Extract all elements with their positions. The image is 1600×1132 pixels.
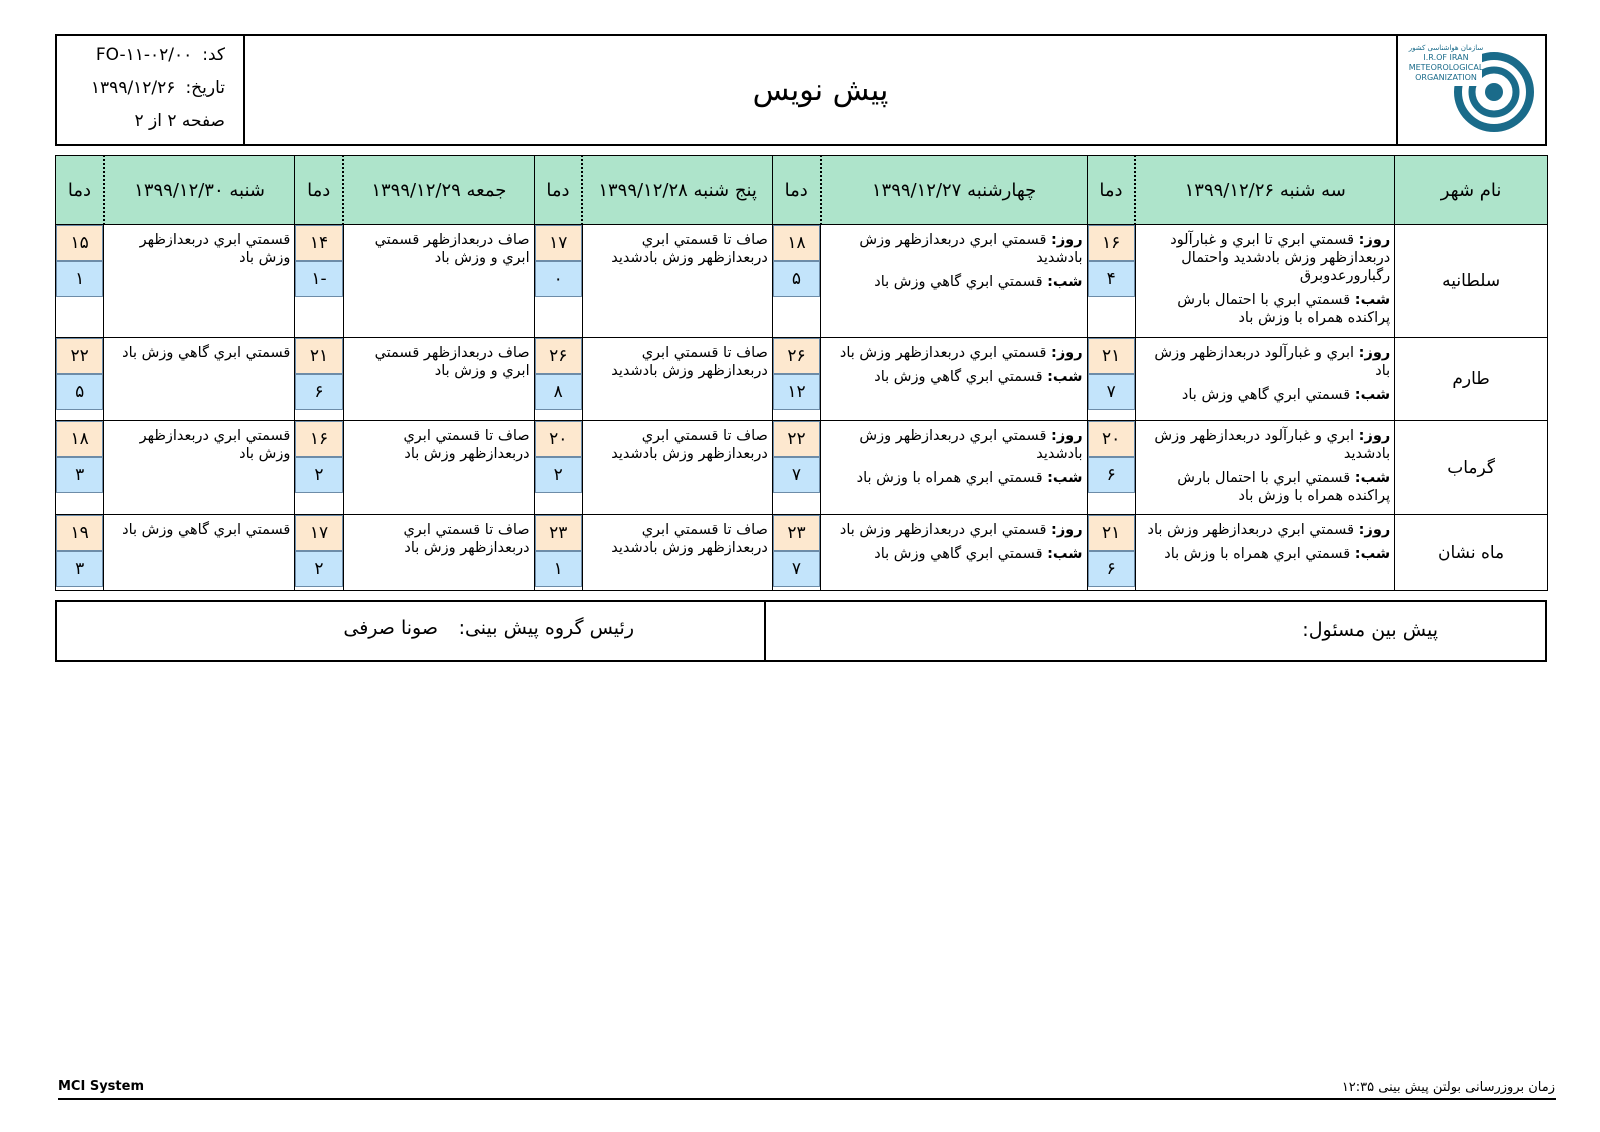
forecast-cell: صاف دربعدازظهر قسمتي ابري و وزش باد <box>343 225 534 338</box>
forecast-cell: قسمتي ابري دربعدازظهر وزش باد <box>104 421 295 515</box>
max-temp: ۱۸ <box>56 421 103 457</box>
forecast-cell: صاف تا قسمتي ابري دربعدازظهر وزش بادشديد <box>582 515 772 591</box>
temp-header: دما <box>295 156 343 225</box>
min-temp: ۸ <box>535 374 582 410</box>
night-label: شب: <box>1047 546 1083 562</box>
day-header: پنج شنبه ۱۳۹۹/۱۲/۲۸ <box>582 156 772 225</box>
forecast-table <box>55 155 1548 591</box>
day-header: شنبه ۱۳۹۹/۱۲/۳۰ <box>104 156 295 225</box>
code-value: FO-۱۱-۰۲/۰۰ <box>95 45 193 65</box>
night-forecast <box>1140 545 1390 563</box>
temp-cell <box>772 225 820 338</box>
min-temp: ۲ <box>295 551 342 587</box>
max-temp: ۲۳ <box>773 515 820 551</box>
temp-cell <box>295 225 343 338</box>
day-forecast-text: قسمتي ابري دربعدازظهر وزش باد <box>839 522 1047 538</box>
min-temp: ۲ <box>535 457 582 493</box>
day-label: روز: <box>1051 428 1083 444</box>
night-forecast <box>825 273 1082 291</box>
min-temp: ۵ <box>773 261 820 297</box>
min-temp: ۶ <box>295 374 342 410</box>
max-temp: ۲۰ <box>1088 421 1135 457</box>
temp-cell <box>534 421 582 515</box>
max-temp: ۱۹ <box>56 515 103 551</box>
forecast-cell <box>1135 421 1394 515</box>
min-temp: ۵ <box>56 374 103 410</box>
temp-cell <box>1087 338 1135 421</box>
forecast-cell: صاف تا قسمتي ابري دربعدازظهر وزش باد <box>343 515 534 591</box>
min-temp: ۷ <box>773 457 820 493</box>
chief-name: صونا صرفی <box>343 617 438 639</box>
temp-cell <box>772 421 820 515</box>
temp-cell <box>1087 515 1135 591</box>
min-temp: ۷ <box>1088 374 1135 410</box>
max-temp: ۲۱ <box>1088 515 1135 551</box>
night-label: شب: <box>1047 470 1083 486</box>
night-forecast <box>1140 469 1390 505</box>
day-header: چهارشنبه ۱۳۹۹/۱۲/۲۷ <box>821 156 1087 225</box>
logo-text-fa: سازمان هواشناسی کشور <box>1408 44 1484 52</box>
city-name: طارم <box>1395 338 1548 421</box>
night-forecast-text: قسمتي ابري گاهي وزش باد <box>874 546 1043 562</box>
temp-cell <box>772 515 820 591</box>
max-temp: ۱۵ <box>56 225 103 261</box>
temp-header: دما <box>772 156 820 225</box>
logo-box <box>1396 34 1547 146</box>
day-header: جمعه ۱۳۹۹/۱۲/۲۹ <box>343 156 534 225</box>
temp-cell <box>56 421 104 515</box>
night-forecast <box>1140 291 1390 327</box>
temp-cell <box>534 338 582 421</box>
meteorological-organization-logo <box>1398 34 1545 142</box>
day-label: روز: <box>1051 522 1083 538</box>
temp-cell <box>295 515 343 591</box>
system-label: MCI System <box>58 1079 144 1094</box>
temp-header: دما <box>56 156 104 225</box>
temp-cell <box>534 225 582 338</box>
day-forecast <box>825 427 1082 463</box>
date-label: تاریخ: <box>185 78 225 98</box>
max-temp: ۲۳ <box>535 515 582 551</box>
city-name: ماه نشان <box>1395 515 1548 591</box>
logo-text-line3: ORGANIZATION <box>1415 73 1477 82</box>
max-temp: ۱۸ <box>773 225 820 261</box>
temp-cell <box>56 338 104 421</box>
temp-cell <box>534 515 582 591</box>
temp-header: دما <box>534 156 582 225</box>
day-forecast-text: ابري و غبارآلود دربعدازظهر وزش باد <box>1154 345 1391 379</box>
max-temp: ۲۶ <box>535 338 582 374</box>
day-forecast-text: قسمتي ابري دربعدازظهر وزش باد <box>1147 522 1355 538</box>
night-label: شب: <box>1354 387 1391 403</box>
table-row <box>56 338 1548 421</box>
night-forecast-text: قسمتي ابري گاهي وزش باد <box>874 274 1043 290</box>
max-temp: ۲۲ <box>56 338 103 374</box>
day-label: روز: <box>1358 345 1391 361</box>
day-forecast-text: قسمتي ابري دربعدازظهر وزش باد <box>839 345 1047 361</box>
max-temp: ۱۷ <box>295 515 342 551</box>
min-temp: ۳ <box>56 551 103 587</box>
day-forecast-text: قسمتي ابري دربعدازظهر وزش بادشديد <box>859 428 1083 462</box>
day-forecast-text: ابري و غبارآلود دربعدازظهر وزش بادشديد <box>1154 428 1391 462</box>
logo-text-line1: I.R.OF IRAN <box>1423 53 1469 62</box>
forecast-cell <box>821 338 1087 421</box>
min-temp: ۱ <box>535 551 582 587</box>
signature-divider <box>764 600 766 662</box>
night-label: شب: <box>1047 274 1083 290</box>
chief-label: رئیس گروه پیش بینی: <box>458 617 634 639</box>
day-header: سه شنبه ۱۳۹۹/۱۲/۲۶ <box>1135 156 1394 225</box>
document-meta <box>55 34 245 146</box>
night-label: شب: <box>1047 369 1083 385</box>
max-temp: ۱۴ <box>295 225 342 261</box>
temp-cell <box>56 225 104 338</box>
max-temp: ۱۷ <box>535 225 582 261</box>
forecast-cell <box>1135 515 1394 591</box>
max-temp: ۲۱ <box>295 338 342 374</box>
city-name: گرماب <box>1395 421 1548 515</box>
temp-header: دما <box>1087 156 1135 225</box>
table-row <box>56 225 1548 338</box>
max-temp: ۲۶ <box>773 338 820 374</box>
night-label: شب: <box>1354 292 1391 308</box>
night-forecast <box>825 545 1082 563</box>
temp-cell <box>56 515 104 591</box>
max-temp: ۲۲ <box>773 421 820 457</box>
max-temp: ۱۶ <box>295 421 342 457</box>
min-temp: ۲ <box>295 457 342 493</box>
day-label: روز: <box>1358 232 1391 248</box>
footer-line <box>58 1098 1556 1100</box>
day-forecast <box>1140 427 1390 463</box>
forecast-cell <box>1135 338 1394 421</box>
night-label: شب: <box>1354 546 1391 562</box>
date-value: ۱۳۹۹/۱۲/۲۶ <box>90 78 176 98</box>
day-label: روز: <box>1051 345 1083 361</box>
day-forecast <box>1140 521 1390 539</box>
forecast-cell: قسمتي ابري گاهي وزش باد <box>104 338 295 421</box>
temp-cell <box>1087 421 1135 515</box>
day-label: روز: <box>1051 232 1083 248</box>
day-label: روز: <box>1358 428 1391 444</box>
logo-text-line2: METEOROLOGICAL <box>1408 63 1484 72</box>
city-name: سلطانیه <box>1395 225 1548 338</box>
max-temp: ۲۰ <box>535 421 582 457</box>
night-forecast-text: قسمتي ابري همراه با وزش باد <box>1164 546 1351 562</box>
forecast-cell: صاف دربعدازظهر قسمتي ابري و وزش باد <box>343 338 534 421</box>
night-label: شب: <box>1354 470 1391 486</box>
night-forecast-text: قسمتي ابري گاهي وزش باد <box>1181 387 1351 403</box>
temp-cell <box>1087 225 1135 338</box>
forecast-cell <box>821 515 1087 591</box>
day-forecast <box>1140 344 1390 380</box>
min-temp: ۴ <box>1088 261 1135 297</box>
night-forecast-text: قسمتي ابري گاهي وزش باد <box>874 369 1043 385</box>
temp-cell <box>295 421 343 515</box>
max-temp: ۲۱ <box>1088 338 1135 374</box>
temp-cell <box>295 338 343 421</box>
table-row <box>56 515 1548 591</box>
forecast-cell: قسمتي ابري گاهي وزش باد <box>104 515 295 591</box>
forecast-cell: قسمتي ابري دربعدازظهر وزش باد <box>104 225 295 338</box>
code-label: کد: <box>202 45 225 65</box>
table-header-row <box>56 156 1548 225</box>
day-forecast <box>1140 231 1390 285</box>
update-time: زمان بروزرسانی بولتن پیش بینی ۱۲:۳۵ <box>1341 1080 1555 1095</box>
day-label: روز: <box>1358 522 1391 538</box>
night-forecast-text: قسمتي ابري با احتمال بارش پراكنده همراه با وزش باد <box>1177 470 1391 504</box>
night-forecast-text: قسمتي ابري با احتمال بارش پراكنده همراه با وزش باد <box>1177 292 1391 326</box>
night-forecast <box>825 469 1082 487</box>
table-row <box>56 421 1548 515</box>
min-temp: -۱ <box>295 261 342 297</box>
day-forecast <box>825 344 1082 362</box>
code-row <box>96 45 225 65</box>
day-forecast-text: قسمتي ابري تا ابري و غبارآلود دربعدازظهر وزش بادشديد واحتمال رگبارورعدوبرق <box>1170 232 1391 284</box>
min-temp: ۶ <box>1088 551 1135 587</box>
forecast-cell: صاف تا قسمتي ابري دربعدازظهر وزش بادشديد <box>582 338 772 421</box>
night-forecast <box>825 368 1082 386</box>
day-forecast <box>825 521 1082 539</box>
forecast-cell: صاف تا قسمتي ابري دربعدازظهر وزش باد <box>343 421 534 515</box>
min-temp: ۱۲ <box>773 374 820 410</box>
page-number: صفحه ۲ از ۲ <box>134 111 225 131</box>
forecast-cell: صاف تا قسمتي ابري دربعدازظهر وزش بادشديد <box>582 225 772 338</box>
temp-cell <box>772 338 820 421</box>
forecast-cell <box>1135 225 1394 338</box>
night-forecast-text: قسمتي ابري همراه با وزش باد <box>856 470 1043 486</box>
night-forecast <box>1140 386 1390 404</box>
min-temp: ۳ <box>56 457 103 493</box>
min-temp: ۱ <box>56 261 103 297</box>
forecast-cell <box>821 421 1087 515</box>
forecaster-label: پیش بین مسئول: <box>1302 619 1438 641</box>
forecast-cell: صاف تا قسمتي ابري دربعدازظهر وزش بادشديد <box>582 421 772 515</box>
forecast-cell <box>821 225 1087 338</box>
city-header: نام شهر <box>1395 156 1548 225</box>
min-temp: ۶ <box>1088 457 1135 493</box>
page-title: پیش نویس <box>752 72 889 108</box>
min-temp: ۷ <box>773 551 820 587</box>
day-forecast <box>825 231 1082 267</box>
min-temp: ۰ <box>535 261 582 297</box>
max-temp: ۱۶ <box>1088 225 1135 261</box>
date-row <box>91 78 225 98</box>
day-forecast-text: قسمتي ابري دربعدازظهر وزش بادشديد <box>859 232 1083 266</box>
